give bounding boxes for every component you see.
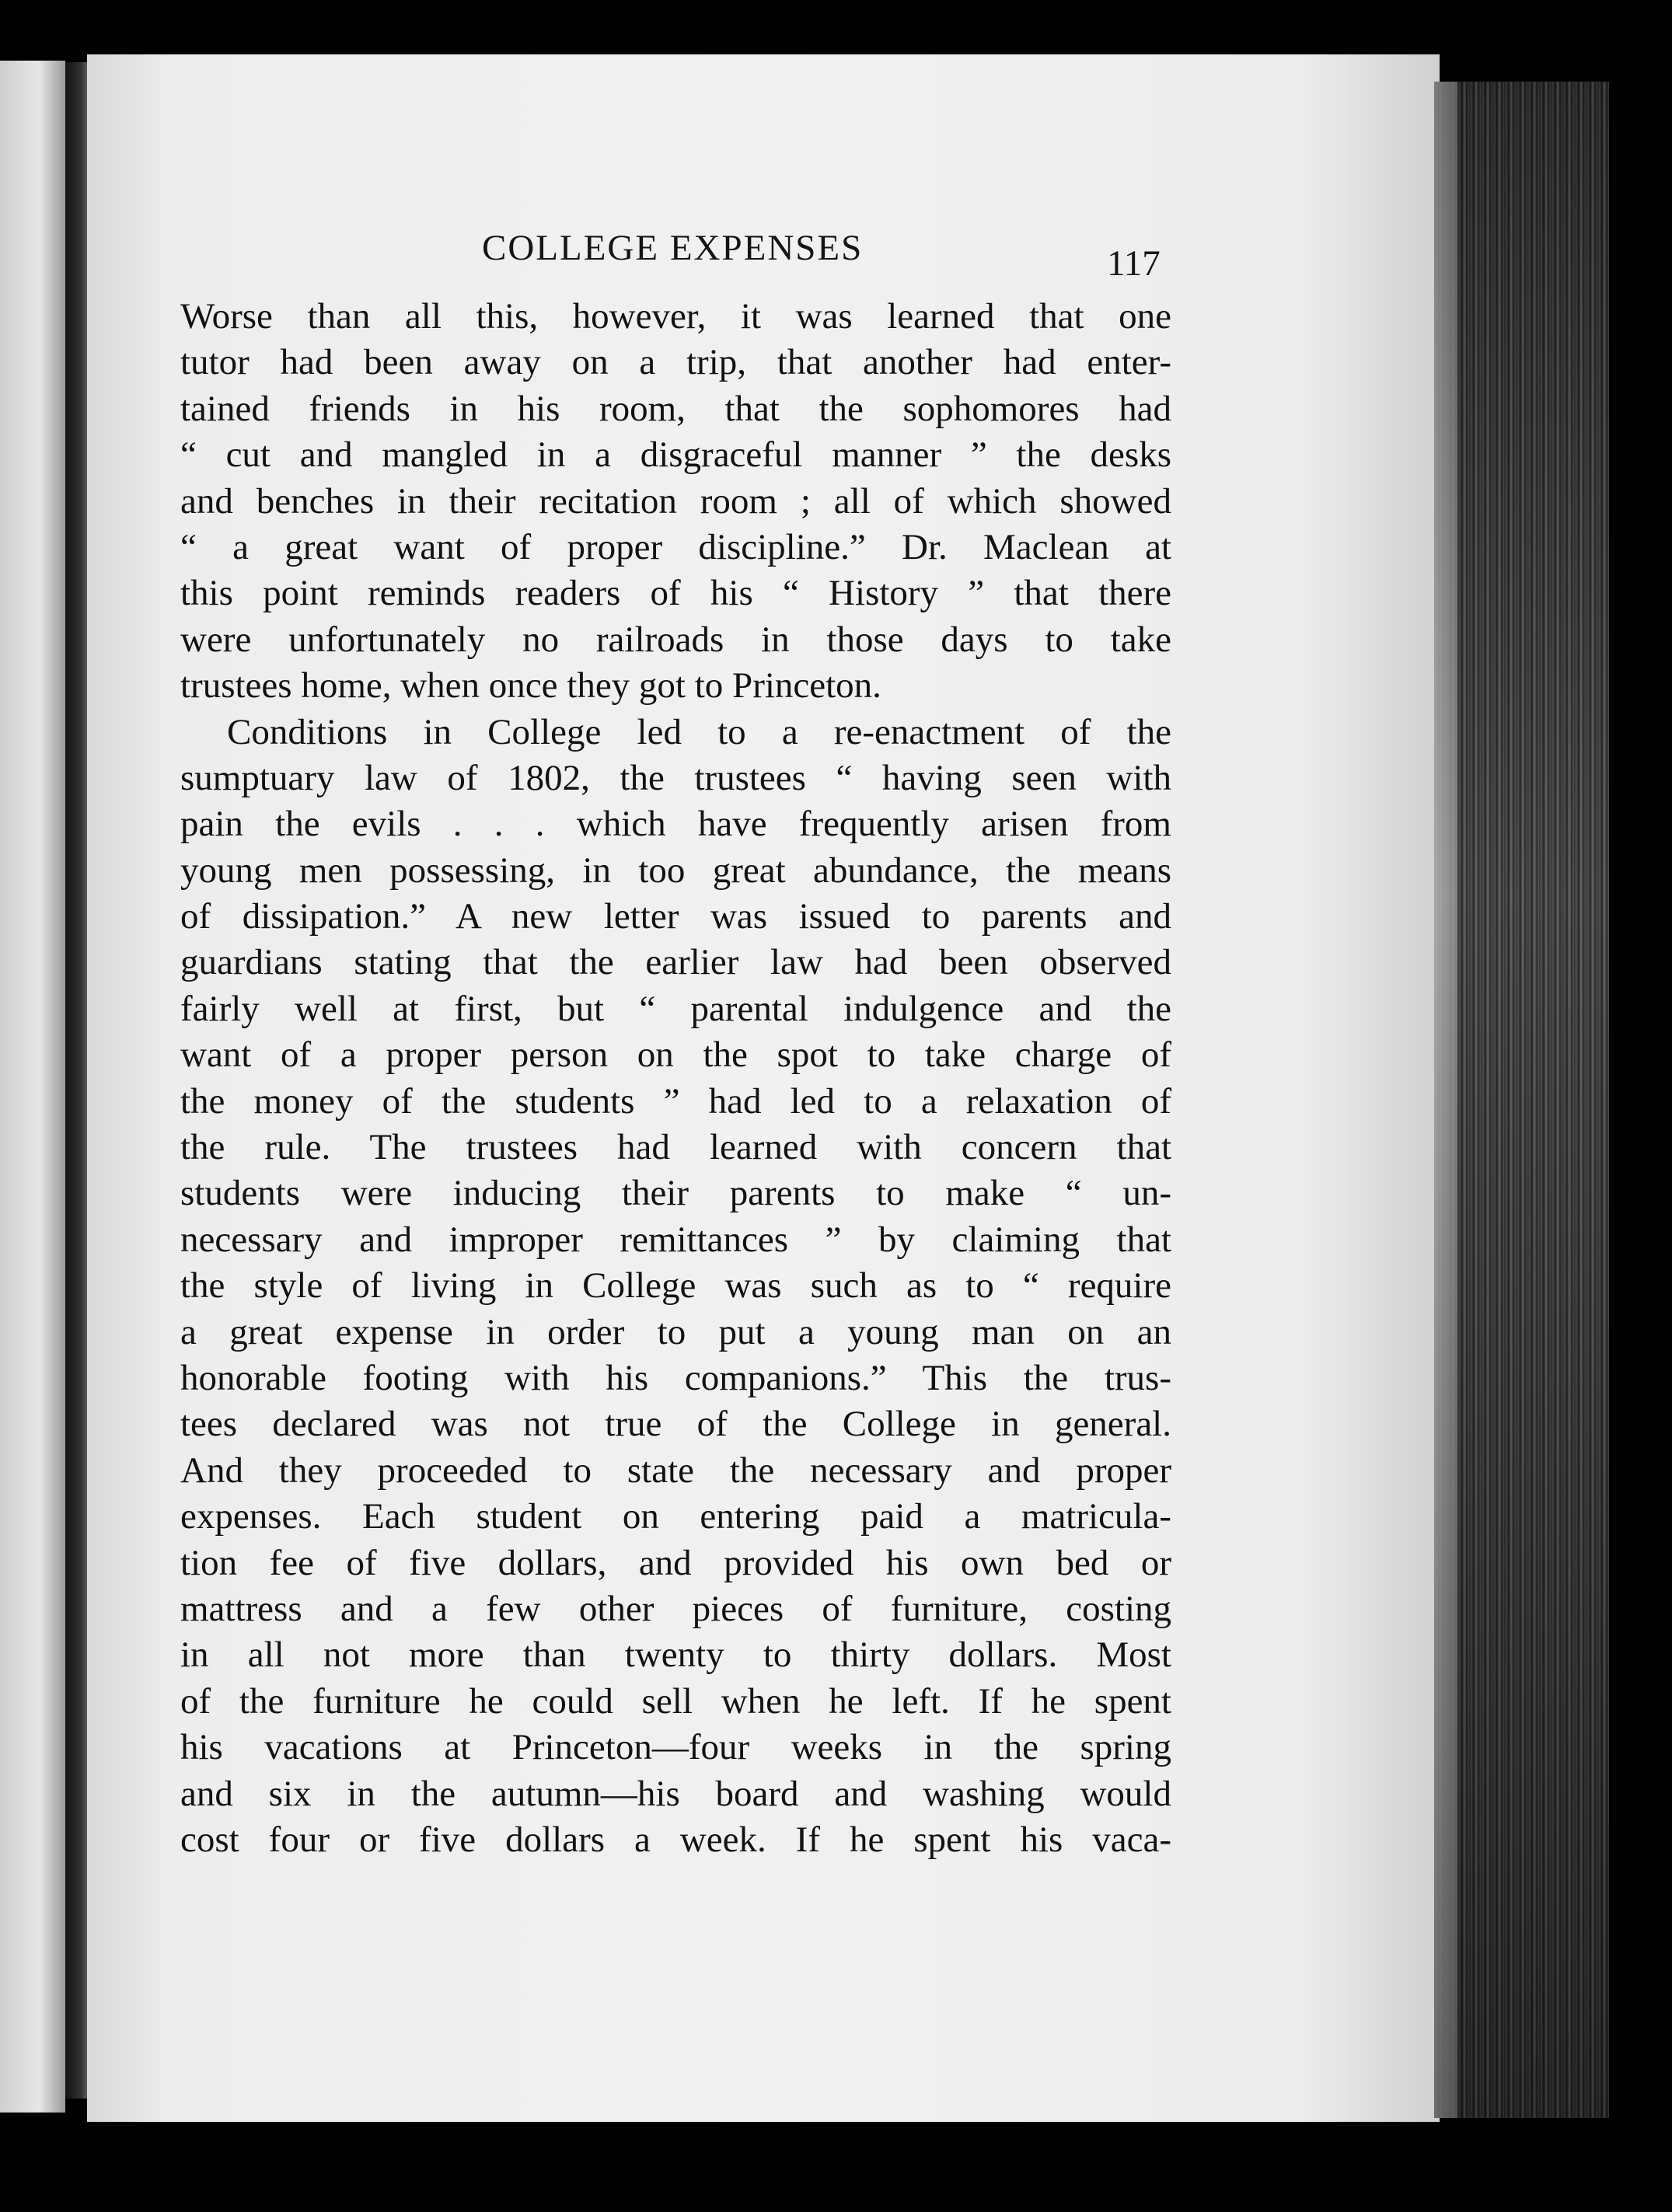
text-line: “ cut and mangled in a disgraceful manner ” the desks [180,434,1171,476]
running-head: COLLEGE EXPENSES [482,228,864,268]
text-line: fairly well at first, but “ parental indulgence and the [180,988,1171,1029]
body-text [180,294,1171,1863]
text-line: students were inducing their parents to make “ un- [180,1173,1171,1214]
text-line: this point reminds readers of his “ History ” that there [180,573,1171,614]
text-line: pain the evils . . . which have frequently arisen from [180,804,1171,845]
text-line: a great expense in order to put a young man on an [180,1311,1171,1352]
text-line: in all not more than twenty to thirty dollars. Most [180,1635,1171,1676]
text-line: tees declared was not true of the College in general. [180,1404,1171,1445]
page-number: 117 [1107,243,1161,284]
text-line: the rule. The trustees had learned with concern that [180,1127,1171,1168]
text-line: were unfortunately no railroads in those days to take [180,619,1171,660]
paragraph-start-line: Conditions in College led to a re-enactment of the [227,711,1171,752]
text-line: guardians stating that the earlier law had been observed [180,942,1171,983]
text-line: tutor had been away on a trip, that another had enter- [180,342,1171,383]
facing-page-edge [0,61,65,2113]
text-line: tained friends in his room, that the sophomores had [180,388,1171,429]
text-line: trustees home, when once they got to Princeton. [180,665,881,707]
text-line: young men possessing, in too great abundance, the means [180,850,1171,891]
text-line: and benches in their recitation room ; all of which showed [180,480,1171,522]
text-line: his vacations at Princeton—four weeks in the spring [180,1727,1171,1768]
text-line: the money of the students ” had led to a relaxation of [180,1080,1171,1122]
text-line: necessary and improper remittances ” by claiming that [180,1219,1171,1260]
text-line: mattress and a few other pieces of furniture, costing [180,1588,1171,1629]
text-line: sumptuary law of 1802, the trustees “ having seen with [180,757,1171,798]
text-line: the style of living in College was such as to “ require [180,1265,1171,1307]
text-line: want of a proper person on the spot to take charge of [180,1034,1171,1076]
fore-edge-shading [1434,82,1609,2118]
text-line: and six in the autumn—his board and washing would [180,1773,1171,1814]
text-line: of the furniture he could sell when he left. If he spent [180,1680,1171,1722]
text-line: tion fee of five dollars, and provided his own bed or [180,1542,1171,1583]
text-line: Worse than all this, however, it was learned that one [180,296,1171,337]
text-line: expenses. Each student on entering paid a matricula- [180,1496,1171,1537]
text-line: cost four or five dollars a week. If he spent his vaca- [180,1819,1171,1860]
text-line: And they proceeded to state the necessary and proper [180,1450,1171,1491]
text-line: honorable footing with his companions.” This the trus- [180,1357,1171,1398]
text-line: “ a great want of proper discipline.” Dr. Maclean at [180,526,1171,567]
text-line: of dissipation.” A new letter was issued to parents and [180,896,1171,937]
